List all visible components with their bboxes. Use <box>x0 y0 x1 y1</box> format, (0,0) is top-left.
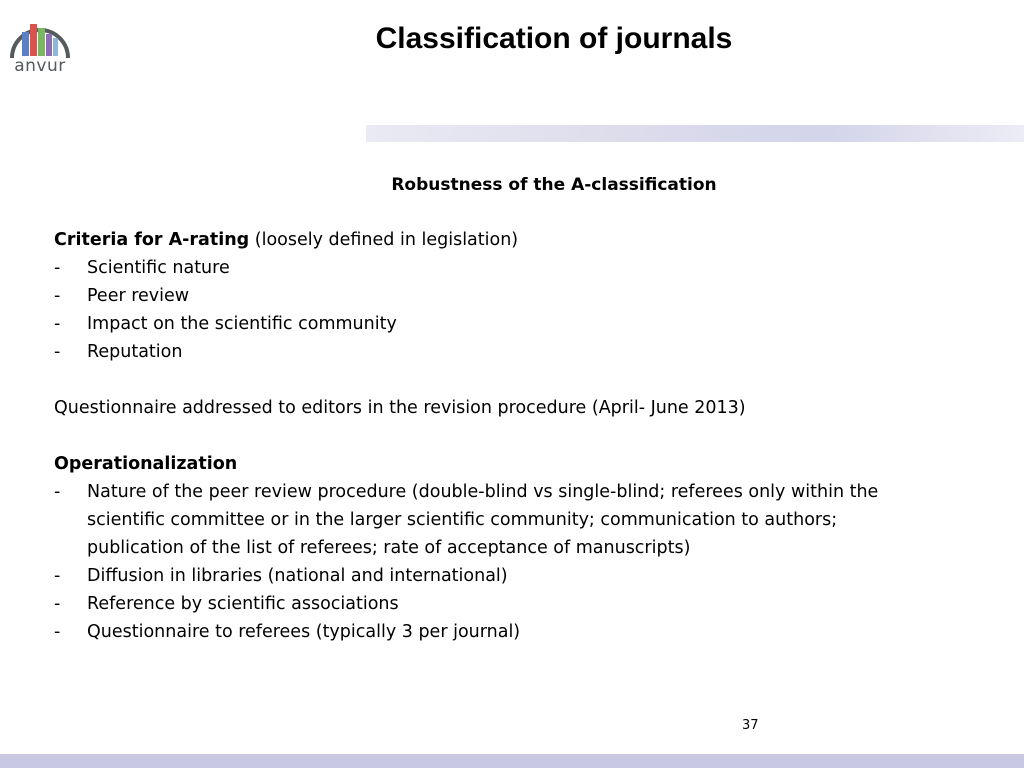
operationalization-item-line: publication of the list of referees; rate of acceptance of manuscripts) <box>87 538 691 558</box>
criteria-heading-note: (loosely defined in legislation) <box>249 230 519 250</box>
logo-book-2 <box>30 24 37 56</box>
operationalization-heading: Operationalization <box>54 454 238 474</box>
questionnaire-note: Questionnaire addressed to editors in the revision procedure (April- June 2013) <box>54 398 746 418</box>
criteria-item-label: Scientific nature <box>87 258 230 278</box>
bullet-marker: - <box>54 622 61 642</box>
slide-title: Classification of journals <box>375 22 733 55</box>
criteria-heading-bold: Criteria for A-rating <box>54 230 250 250</box>
operationalization-item-line: Reference by scientific associations <box>87 594 399 614</box>
bullet-marker: - <box>54 258 61 278</box>
bullet-marker: - <box>54 566 61 586</box>
bullet-marker: - <box>54 482 61 502</box>
operationalization-item-line: Nature of the peer review procedure (double-blind vs single-blind; referees only within the <box>87 482 879 502</box>
bullet-marker: - <box>54 286 61 306</box>
logo-book-5 <box>53 38 58 56</box>
logo-book-4 <box>46 34 52 56</box>
title-decorative-band <box>366 125 1024 142</box>
criteria-item-label: Peer review <box>87 286 190 306</box>
criteria-item-label: Impact on the scientific community <box>87 314 397 334</box>
logo-book-3 <box>38 28 45 56</box>
criteria-item-label: Reputation <box>87 342 183 362</box>
bullet-marker: - <box>54 594 61 614</box>
operationalization-item-line: Questionnaire to referees (typically 3 per journal) <box>87 622 521 642</box>
operationalization-item-line: Diffusion in libraries (national and international) <box>87 566 508 586</box>
bullet-marker: - <box>54 342 61 362</box>
logo-wordmark: anvur <box>14 56 66 76</box>
logo-book-1 <box>22 32 29 56</box>
page-number: 37 <box>742 718 759 733</box>
operationalization-item-line: scientific committee or in the larger scientific community; communication to authors; <box>87 510 838 530</box>
slide-subtitle: Robustness of the A-classification <box>391 175 717 195</box>
footer-decorative-band <box>0 754 1024 768</box>
criteria-heading <box>54 226 518 254</box>
bullet-marker: - <box>54 314 61 334</box>
